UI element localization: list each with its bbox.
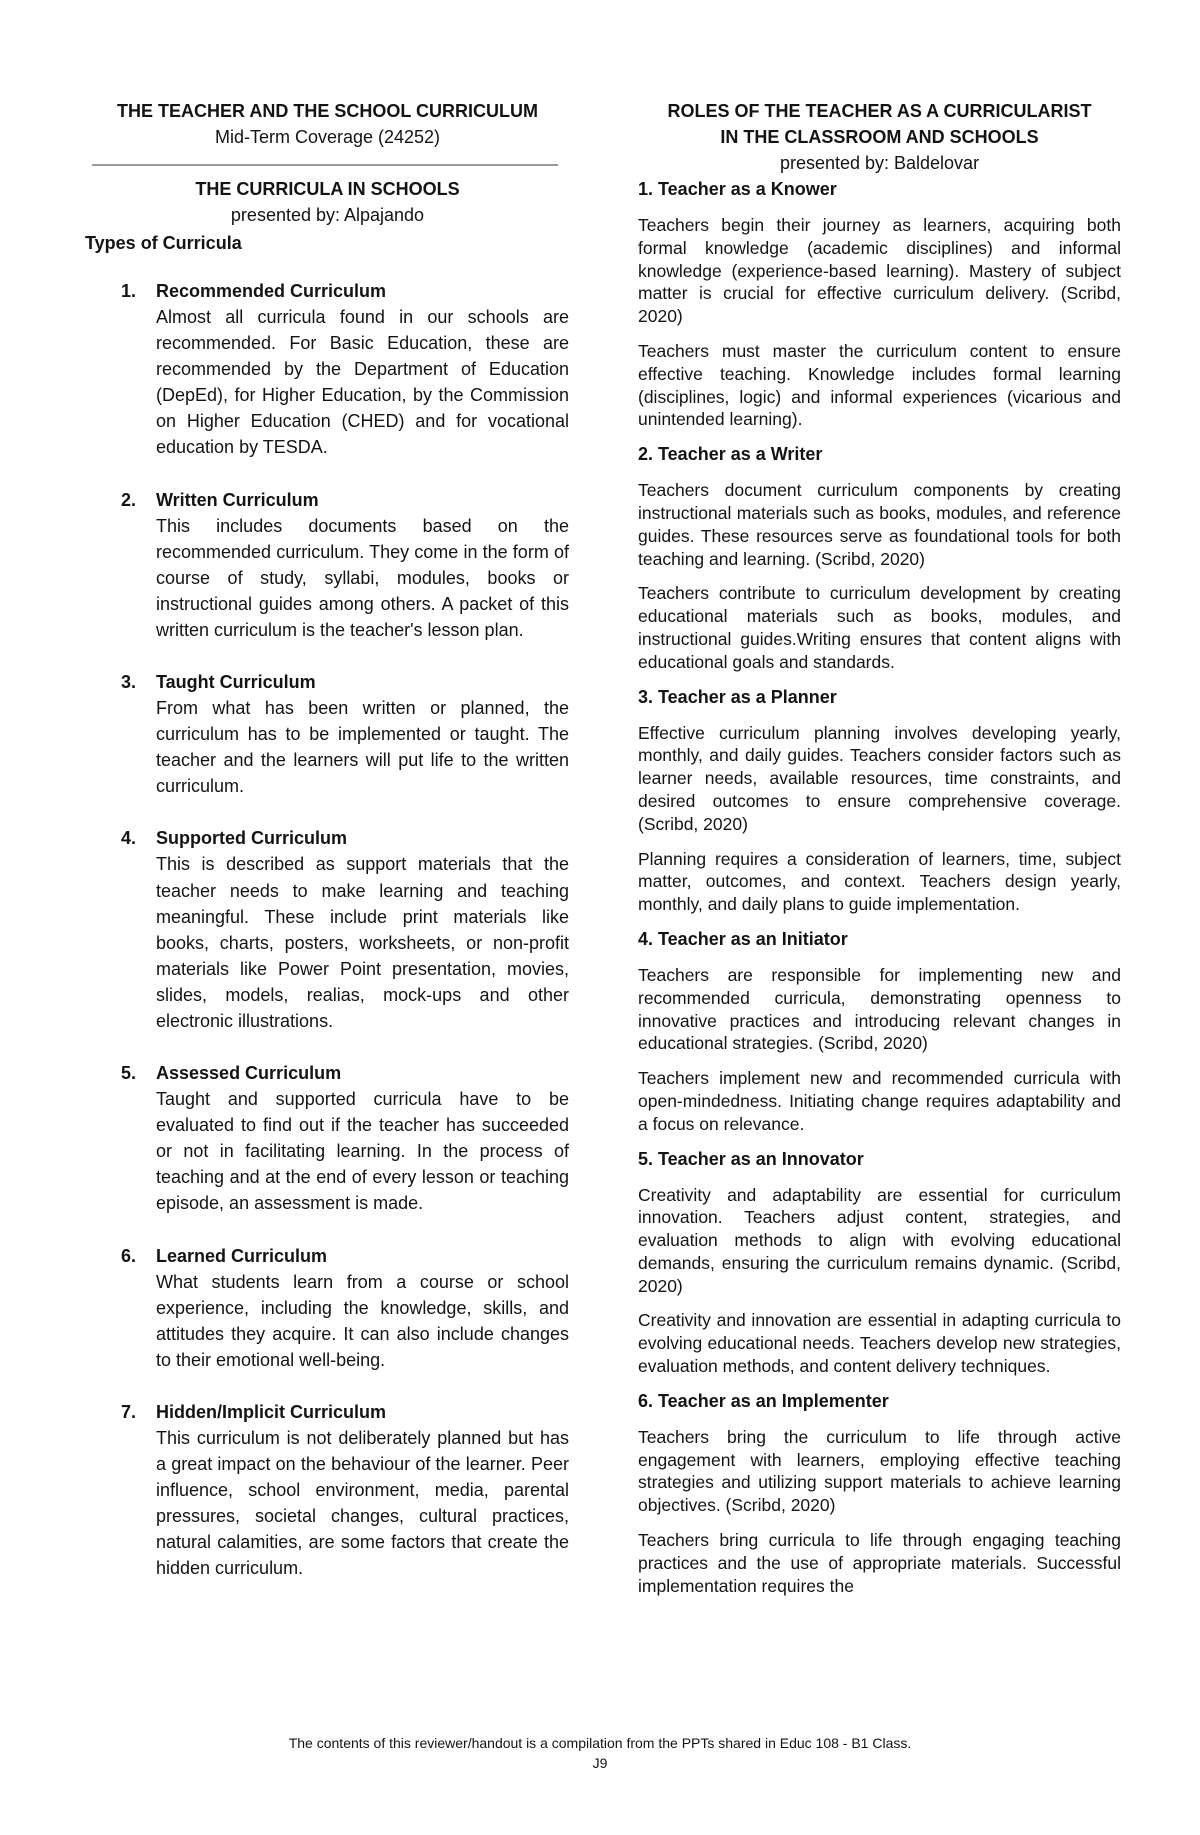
item-number: 1.	[121, 281, 137, 301]
role-paragraph: Teachers bring curricula to life through engaging teaching practices and the use of appropriate materials. Successful implementation requires the	[638, 1530, 1121, 1596]
role-paragraph: Teachers are responsible for implementing new and recommended curricula, demonstrating openness to innovative practices and introducing relevant changes in educational strategies. (Scribd, 2020)	[638, 964, 1121, 1054]
item-number: 2.	[121, 489, 137, 510]
roles-title-line1: ROLES OF THE TEACHER AS A CURRICULARIST	[667, 101, 1092, 121]
item-number: 7.	[121, 1401, 137, 1422]
item-title: Learned Curriculum	[156, 1245, 328, 1266]
coverage-label: Mid-Term Coverage (24252)	[214, 127, 441, 147]
role-paragraph: Creativity and innovation are essential in adapting curricula to evolving educational needs. Teachers develop new strategies, evaluation methods, and content delivery techniques.	[638, 1310, 1121, 1377]
list-item	[86, 1060, 569, 1216]
item-number: 4.	[121, 828, 137, 849]
item-description: This is described as support materials that the teacher needs to make learning and teaching meaningful. These include print materials like books, charts, posters, worksheets, or non-profit materials like Power Point presentation, movies, slides, models, realias, mock-ups and other electronic illustrations.	[156, 854, 569, 1031]
document-title: THE TEACHER AND THE SCHOOL CURRICULUM	[117, 101, 538, 121]
item-title: Written Curriculum	[156, 489, 319, 510]
item-description: What students learn from a course or school experience, including the knowledge, skills, and attitudes they acquire. It can also include changes to their emotional well-being.	[156, 1271, 569, 1370]
item-description: This includes documents based on the recommended curriculum. They come in the form of course of study, syllabi, modules, books or instructional guides among others. A packet of this written curriculum is the teacher's lesson plan.	[156, 515, 569, 640]
list-item	[86, 1243, 569, 1373]
list-item	[86, 825, 569, 1034]
role-heading: 1. Teacher as a Knower	[638, 179, 837, 199]
roles-title-line2: IN THE CLASSROOM AND SCHOOLS	[720, 127, 1039, 147]
role-paragraph: Teachers must master the curriculum content to ensure effective teaching. Knowledge includes formal learning (disciplines, logic) and informal experiences (vicarious and unintended learning).	[638, 340, 1121, 430]
item-number: 6.	[121, 1245, 137, 1266]
item-title: Recommended Curriculum	[156, 281, 387, 301]
role-heading: 4. Teacher as an Initiator	[638, 928, 848, 949]
item-title: Hidden/Implicit Curriculum	[156, 1401, 387, 1422]
role-paragraph: Teachers implement new and recommended curricula with open-mindedness. Initiating change requires adaptability and a focus on relevance.	[638, 1068, 1121, 1134]
role-paragraph: Planning requires a consideration of learners, time, subject matter, outcomes, and context. Teachers design yearly, monthly, and daily plans to guide implementation.	[638, 848, 1121, 915]
role-paragraph: Teachers contribute to curriculum development by creating educational materials such as books, modules, and instructional guides.Writing ensures that content aligns with educational goals and standards.	[638, 583, 1121, 672]
role-heading: 2. Teacher as a Writer	[638, 444, 823, 465]
item-number: 5.	[121, 1063, 137, 1084]
section-title: THE CURRICULA IN SCHOOLS	[195, 179, 460, 199]
page-number: J9	[592, 1755, 608, 1771]
item-description: From what has been written or planned, the curriculum has to be implemented or taught. The teacher and the learners will put life to the written curriculum.	[156, 698, 569, 797]
list-item	[86, 278, 569, 461]
item-number: 3.	[121, 672, 137, 693]
role-paragraph: Teachers bring the curriculum to life through active engagement with learners, employing effective teaching strategies and utilizing support materials to achieve learning objectives. (Scribd, 2020)	[638, 1426, 1121, 1516]
item-description: This curriculum is not deliberately planned but has a great impact on the behaviour of the learner. Peer influence, school environment, media, parental pressures, societal changes, cultural practices, natural calamities, are some factors that create the hidden curriculum.	[156, 1427, 569, 1579]
role-paragraph: Effective curriculum planning involves developing yearly, monthly, and daily guides. Teachers consider factors such as learner needs, available resources, time constraints, and desired outcomes to ensure comprehensive coverage. (Scribd, 2020)	[638, 722, 1121, 834]
list-item	[86, 669, 569, 799]
left-column	[86, 98, 569, 1607]
role-heading: 3. Teacher as a Planner	[638, 686, 837, 707]
item-title: Assessed Curriculum	[156, 1063, 342, 1084]
item-description: Taught and supported curricula have to be evaluated to find out if the teacher has succeeded or not in facilitating learning. In the process of teaching and at the end of every lesson or teaching episode, an assessment is made.	[156, 1089, 569, 1214]
role-paragraph: Creativity and adaptability are essential for curriculum innovation. Teachers adjust content, strategies, and evaluation methods to align with evolving educational demands, ensuring the curriculum remains dynamic. (Scribd, 2020)	[638, 1184, 1121, 1296]
list-item	[86, 1399, 569, 1582]
role-paragraph: Teachers begin their journey as learners, acquiring both formal knowledge (academic disciplines) and informal knowledge (experience-based learning). Mastery of subject matter is crucial for effective curriculum delivery. (Scribd, 2020)	[638, 215, 1121, 327]
presenter-label: presented by: Alpajando	[230, 205, 425, 225]
item-title: Supported Curriculum	[156, 828, 348, 849]
roles-presenter-label: presented by: Baldelovar	[779, 153, 980, 173]
page-footer	[0, 1733, 1200, 1773]
right-column	[638, 98, 1121, 1597]
role-heading: 5. Teacher as an Innovator	[638, 1148, 864, 1169]
title-divider	[92, 164, 558, 166]
types-heading: Types of Curricula	[85, 233, 242, 253]
role-heading: 6. Teacher as an Implementer	[638, 1390, 889, 1411]
footer-note: The contents of this reviewer/handout is a compilation from the PPTs shared in Educ 108 - B1 Class.	[288, 1735, 912, 1751]
list-item	[86, 487, 569, 643]
item-description: Almost all curricula found in our schools are recommended. For Basic Education, these are recommended by the Department of Education (DepEd), for Higher Education, by the Commission on Higher Education (CHED) and for vocational education by TESDA.	[156, 307, 569, 458]
curricula-list	[86, 278, 569, 1581]
item-title: Taught Curriculum	[156, 672, 316, 693]
role-paragraph: Teachers document curriculum components by creating instructional materials such as books, modules, and reference guides. These resources serve as foundational tools for both teaching and learning. (Scribd, 2020)	[638, 480, 1121, 569]
